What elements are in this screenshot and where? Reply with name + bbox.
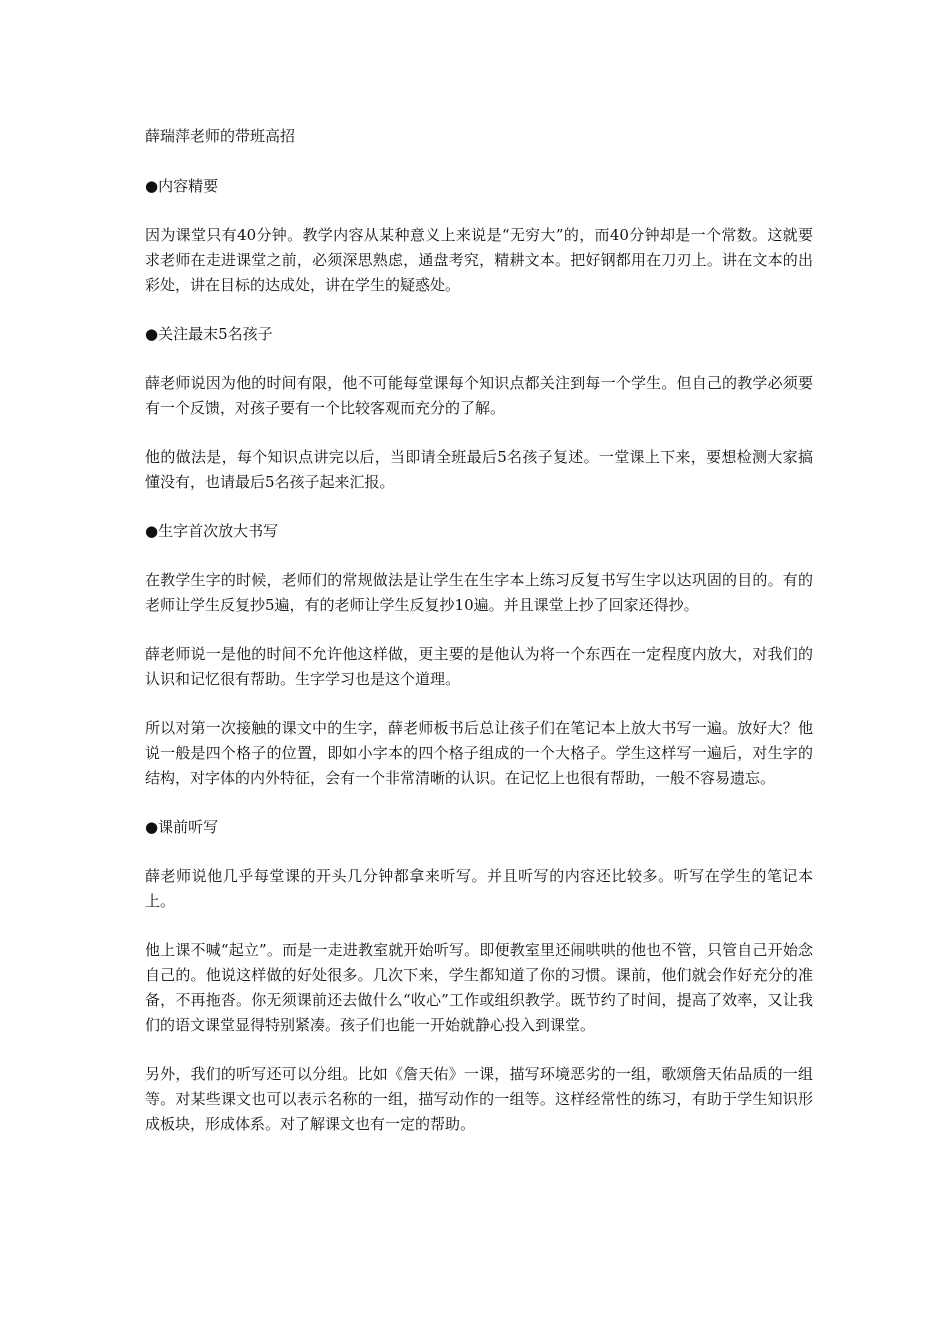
paragraph: 薛老师说一是他的时间不允许他这样做，更主要的是他认为将一个东西在一定程度内放大，对我们的认识和记忆很有帮助。生字学习也是这个道理。 xyxy=(145,645,813,688)
section-heading-dictation: ●课前听写 xyxy=(145,818,219,836)
paragraph: 薛老师说他几乎每堂课的开头几分钟都拿来听写。并且听写的内容还比较多。听写在学生的笔记本上。 xyxy=(145,867,813,910)
document-page xyxy=(145,124,813,1161)
paragraph: 薛老师说因为他的时间有限，他不可能每堂课每个知识点都关注到每一个学生。但自己的教学必须要有一个反馈，对孩子要有一个比较客观而充分的了解。 xyxy=(145,374,813,417)
paragraph: 他的做法是，每个知识点讲完以后，当即请全班最后5名孩子复述。一堂课上下来，要想检测大家搞懂没有，也请最后5名孩子起来汇报。 xyxy=(145,448,813,491)
section-heading-enlarge-writing: ●生字首次放大书写 xyxy=(145,522,279,540)
paragraph: 在教学生字的时候，老师们的常规做法是让学生在生字本上练习反复书写生字以达巩固的目的。有的老师让学生反复抄5遍，有的老师让学生反复抄10遍。并且课堂上抄了回家还得抄。 xyxy=(145,571,813,614)
paragraph: 他上课不喊“起立”。而是一走进教室就开始听写。即便教室里还闹哄哄的他也不管，只管自己开始念自己的。他说这样做的好处很多。几次下来，学生都知道了你的习惯。课前，他们就会作好充分的准备，不再拖沓。你无须课前还去做什么“收心”工作或组织教学。既节约了时间，提高了效率，又让我们的语文课堂显得特别紧凑。孩子们也能一开始就静心投入到课堂。 xyxy=(145,941,813,1034)
section-heading-content: ●内容精要 xyxy=(145,177,219,195)
paragraph: 另外，我们的听写还可以分组。比如《詹天佑》一课，描写环境恶劣的一组，歌颂詹天佑品质的一组等。对某些课文也可以表示名称的一组，描写动作的一组等。这样经常性的练习，有助于学生知识形成板块，形成体系。对了解课文也有一定的帮助。 xyxy=(145,1065,813,1133)
section-heading-last-five: ●关注最末5名孩子 xyxy=(145,325,273,343)
paragraph: 所以对第一次接触的课文中的生字，薛老师板书后总让孩子们在笔记本上放大书写一遍。放好大？他说一般是四个格子的位置，即如小字本的四个格子组成的一个大格子。学生这样写一遍后，对生字的结构，对字体的内外特征，会有一个非常清晰的认识。在记忆上也很有帮助，一般不容易遗忘。 xyxy=(145,719,813,787)
paragraph: 因为课堂只有40分钟。教学内容从某种意义上来说是“无穷大”的，而40分钟却是一个常数。这就要求老师在走进课堂之前，必须深思熟虑，通盘考究，精耕文本。把好钢都用在刀刃上。讲在文本的出彩处，讲在目标的达成处，讲在学生的疑惑处。 xyxy=(145,226,813,294)
document-title: 薛瑞萍老师的带班高招 xyxy=(145,127,296,145)
